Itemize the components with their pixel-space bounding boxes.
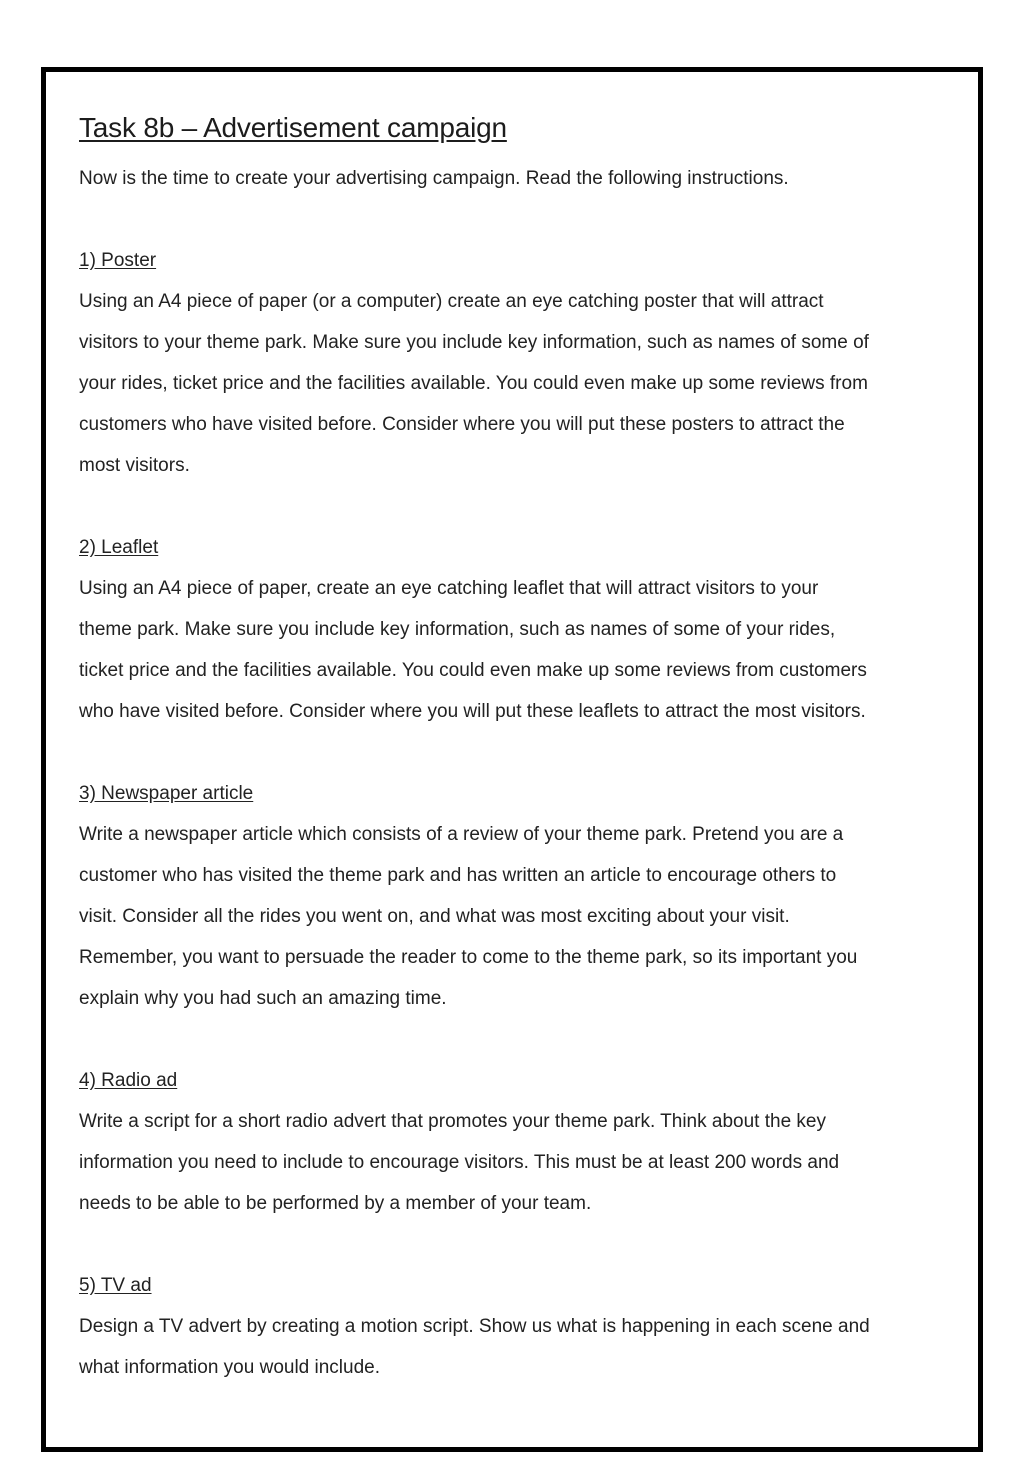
section-body xyxy=(79,814,959,1019)
section-heading: 4) Radio ad xyxy=(79,1070,178,1091)
document-title: Task 8b – Advertisement campaign xyxy=(79,112,507,143)
text-line: Remember, you want to persuade the reader to come to the theme park, so its important you xyxy=(79,947,858,968)
text-line: customer who has visited the theme park and has written an article to encourage others to xyxy=(79,865,837,886)
text-line: customers who have visited before. Consider where you will put these posters to attract the xyxy=(79,414,845,435)
section-leaflet xyxy=(79,527,959,732)
text-line: explain why you had such an amazing time. xyxy=(79,988,447,1009)
text-line: ticket price and the facilities available. You could even make up some reviews from customers xyxy=(79,660,867,681)
text-line: Design a TV advert by creating a motion script. Show us what is happening in each scene and xyxy=(79,1316,870,1337)
text-line: what information you would include. xyxy=(79,1357,381,1378)
text-line: visitors to your theme park. Make sure you include key information, such as names of some of xyxy=(79,332,869,353)
section-body xyxy=(79,1101,959,1224)
text-line: who have visited before. Consider where you will put these leaflets to attract the most visitors. xyxy=(79,701,866,722)
text-line: theme park. Make sure you include key information, such as names of some of your rides, xyxy=(79,619,836,640)
section-heading: 1) Poster xyxy=(79,250,157,271)
section-heading: 2) Leaflet xyxy=(79,537,159,558)
section-body xyxy=(79,1306,959,1388)
text-line: most visitors. xyxy=(79,455,190,476)
section-tv-ad xyxy=(79,1265,959,1388)
text-line: Using an A4 piece of paper, create an eye catching leaflet that will attract visitors to your xyxy=(79,578,819,599)
intro-text: Now is the time to create your advertising campaign. Read the following instructions. xyxy=(79,168,789,189)
document-content xyxy=(79,108,959,1388)
text-line: Write a script for a short radio advert that promotes your theme park. Think about the key xyxy=(79,1111,826,1132)
section-body xyxy=(79,281,959,486)
section-body xyxy=(79,568,959,732)
section-newspaper-article xyxy=(79,773,959,1019)
text-line: needs to be able to be performed by a member of your team. xyxy=(79,1193,592,1214)
text-line: information you need to include to encourage visitors. This must be at least 200 words and xyxy=(79,1152,840,1173)
section-heading: 5) TV ad xyxy=(79,1275,152,1296)
text-line: Using an A4 piece of paper (or a computer) create an eye catching poster that will attract xyxy=(79,291,824,312)
text-line: Write a newspaper article which consists of a review of your theme park. Pretend you are a xyxy=(79,824,844,845)
section-heading: 3) Newspaper article xyxy=(79,783,254,804)
section-poster xyxy=(79,240,959,486)
section-radio-ad xyxy=(79,1060,959,1224)
text-line: visit. Consider all the rides you went on, and what was most exciting about your visit. xyxy=(79,906,790,927)
text-line: your rides, ticket price and the facilities available. You could even make up some reviews from xyxy=(79,373,868,394)
